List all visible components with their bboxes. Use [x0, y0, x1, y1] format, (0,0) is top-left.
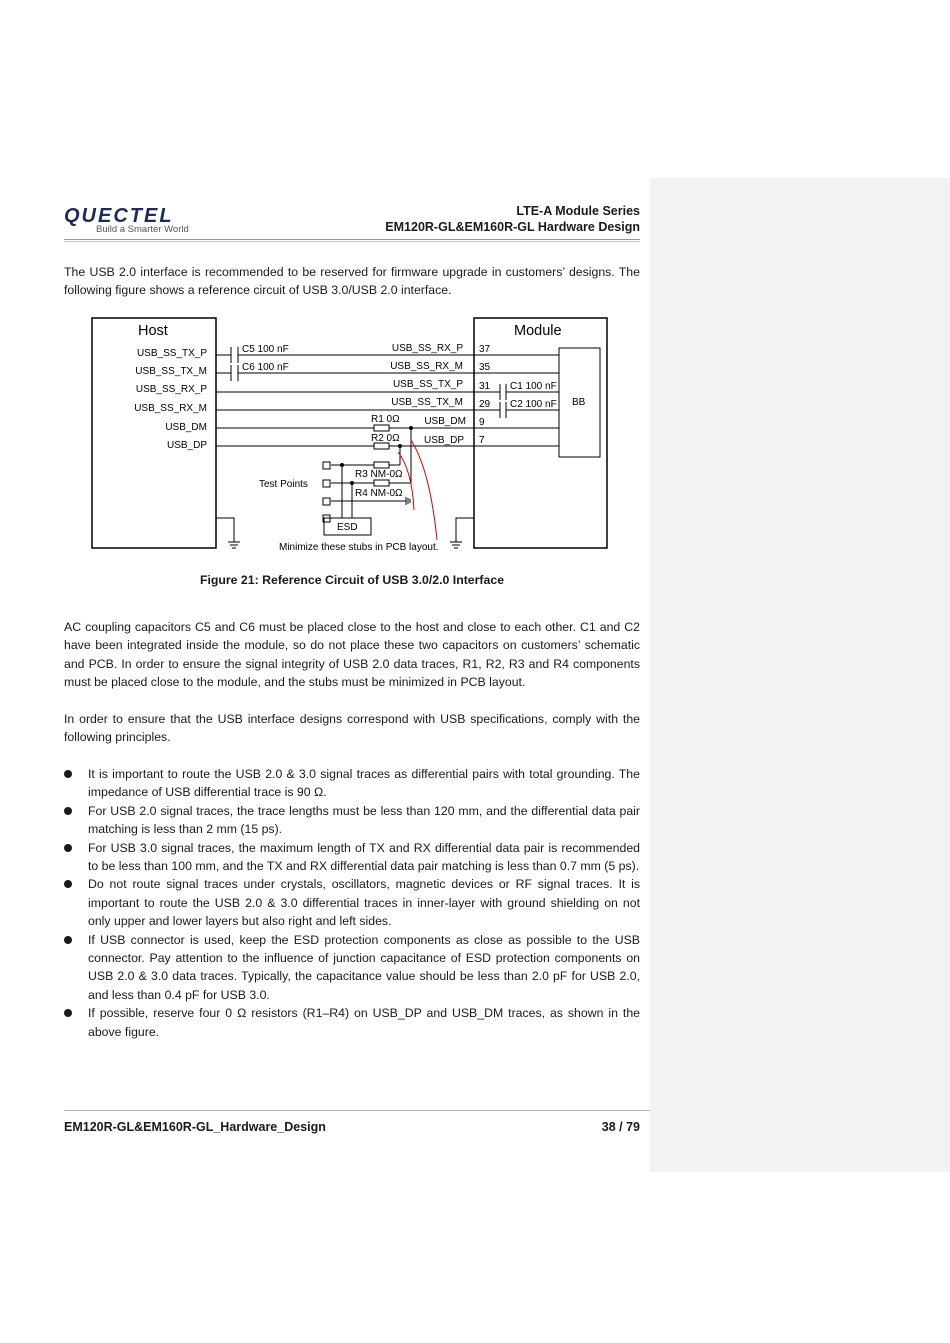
series-title: LTE-A Module Series	[516, 204, 640, 218]
bullet-icon	[64, 807, 72, 815]
pin-number: 29	[479, 399, 491, 410]
module-signal: USB_SS_RX_M	[390, 361, 463, 372]
host-label: Host	[138, 323, 168, 339]
r2-label: R2 0Ω	[371, 433, 400, 444]
quectel-logo	[64, 206, 224, 238]
logo-tagline: Build a Smarter World	[96, 224, 189, 235]
module-signal: USB_SS_RX_P	[391, 343, 463, 354]
list-item: If possible, reserve four 0 Ω resistors (R1–R4) on USB_DP and USB_DM traces, as shown in the above figure.	[64, 1004, 640, 1041]
list-item: For USB 2.0 signal traces, the trace lengths must be less than 120 mm, and the differential data pair matching is less than 2 mm (15 ps).	[64, 802, 640, 839]
doc-title: EM120R-GL&EM160R-GL Hardware Design	[385, 220, 640, 234]
host-pin: USB_DP	[166, 440, 207, 451]
module-signal: USB_SS_TX_M	[391, 397, 463, 408]
stub-note: Minimize these stubs in PCB layout.	[279, 542, 439, 553]
c1-label: C1 100 nF	[510, 381, 557, 392]
bb-label: BB	[572, 397, 586, 408]
module-box	[474, 318, 607, 548]
header-rule	[64, 239, 640, 240]
bullet-icon	[64, 1009, 72, 1017]
list-item: If USB connector is used, keep the ESD protection components as close as possible to the USB connector. Pay attention to the influence of junction capacitance of ESD protection components on USB 2.0 & 3.0 data traces. Typically, the capacitance value should be less than 2.0 pF for USB 2.0, and less than 0.4 pF for USB 3.0.	[64, 931, 640, 1005]
r1-label: R1 0Ω	[371, 414, 400, 425]
c6-label: C6 100 nF	[242, 362, 289, 373]
host-pin-labels	[134, 348, 207, 451]
bullet-icon	[64, 936, 72, 944]
esd-label: ESD	[337, 522, 358, 533]
host-pin: USB_SS_RX_M	[134, 403, 207, 414]
host-pin: USB_SS_TX_M	[135, 366, 207, 377]
pin-number: 35	[479, 362, 491, 373]
paragraph-principles: In order to ensure that the USB interface designs correspond with USB specifications, comply with the following principles.	[64, 712, 640, 745]
header-rule-secondary	[64, 241, 640, 242]
bullet-icon	[64, 880, 72, 888]
header-titles	[385, 203, 640, 235]
module-signal-labels	[390, 343, 466, 446]
bullet-icon	[64, 770, 72, 778]
c5-label: C5 100 nF	[242, 344, 289, 355]
module-signal: USB_SS_TX_P	[392, 379, 463, 390]
module-label: Module	[514, 323, 562, 339]
footer-rule	[64, 1110, 650, 1111]
intro-paragraph: The USB 2.0 interface is recommended to be reserved for firmware upgrade in customers’ designs. The following figure shows a reference circuit of USB 3.0/USB 2.0 interface.	[64, 265, 640, 298]
figure-caption: Figure 21: Reference Circuit of USB 3.0/2.0 Interface	[199, 573, 505, 587]
host-pin: USB_DM	[165, 422, 207, 433]
pin-number: 31	[479, 381, 491, 392]
logo-wordmark: QUECTEL	[64, 205, 174, 227]
stub-arrow-2	[411, 440, 437, 540]
pin-numbers	[479, 344, 491, 446]
usb-reference-circuit	[0, 310, 950, 570]
list-item: Do not route signal traces under crystals, oscillators, magnetic devices or RF signal traces. It is important to route the USB 2.0 & 3.0 differential traces in inner-layer with ground shielding on not only upper and lower layers but also right and left sides.	[64, 875, 640, 930]
r4-label: R4 NM-0Ω	[355, 488, 403, 499]
host-pin: USB_SS_RX_P	[135, 384, 207, 395]
list-item: It is important to route the USB 2.0 & 3.0 signal traces as differential pairs with total grounding. The impedance of USB differential trace is 90 Ω.	[64, 765, 640, 802]
r3-label: R3 NM-0Ω	[355, 469, 403, 480]
principles-list	[64, 765, 640, 1041]
paragraph-coupling: AC coupling capacitors C5 and C6 must be placed close to the host and close to each other. C1 and C2 have been integrated inside the module, so do not place these two capacitors on customers’ schematic and PCB. In order to ensure the signal integrity of USB 2.0 data traces, R1, R2, R3 and R4 components must be placed close to the module, and the stubs must be minimized in PCB layout.	[64, 620, 640, 690]
module-signal: USB_DM	[424, 416, 466, 427]
pin-number: 37	[479, 344, 491, 355]
bullet-icon	[64, 844, 72, 852]
footer-doc-name: EM120R-GL&EM160R-GL_Hardware_Design	[64, 1120, 326, 1134]
module-signal: USB_DP	[423, 435, 464, 446]
host-pin: USB_SS_TX_P	[136, 348, 207, 359]
list-item: For USB 3.0 signal traces, the maximum length of TX and RX differential data pair is recommended to be less than 100 mm, and the TX and RX differential data pair matching is less than 0.7 mm (5 ps).	[64, 839, 640, 876]
test-points-label: Test Points	[259, 479, 308, 490]
c2-label: C2 100 nF	[510, 399, 557, 410]
pin-number: 7	[479, 435, 485, 446]
pin-number: 9	[479, 417, 485, 428]
footer-page-number: 38 / 79	[601, 1120, 640, 1134]
